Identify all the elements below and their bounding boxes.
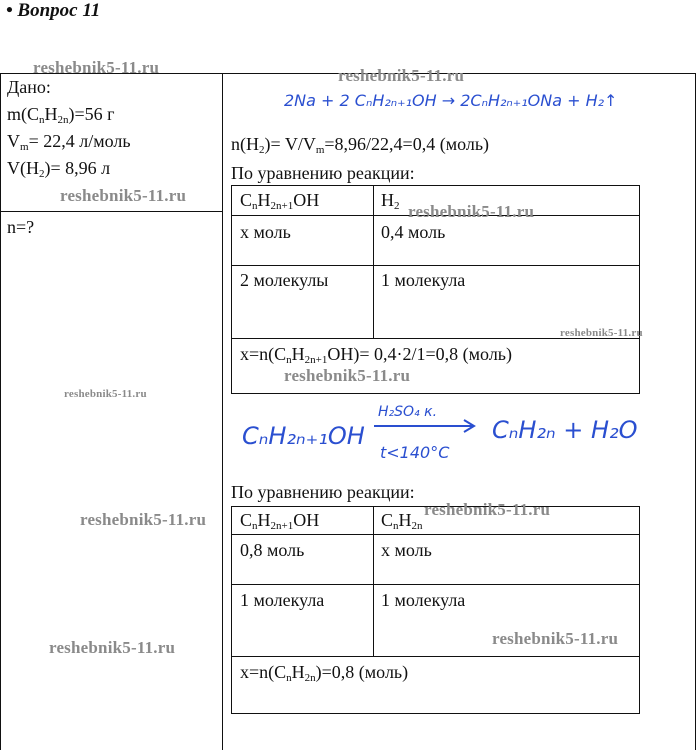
table2-border: [231, 713, 640, 714]
given-molar-volume: $V_m= 22,4$ л/моль: [7, 131, 131, 153]
table1-cell: 0,4 моль: [381, 222, 446, 242]
watermark: reshebnik5-11.ru: [80, 510, 207, 529]
table1-border: [231, 393, 640, 394]
reaction-arrow-icon: [374, 420, 474, 432]
table1-border: [231, 265, 640, 266]
table1-border: [373, 185, 374, 338]
table2-cell: 1 молекула: [240, 590, 325, 610]
table2-header-alcohol: $C_nH_{2n+1}OH$: [240, 510, 320, 532]
table1-cell: x моль: [240, 222, 291, 242]
table2-cell: 1 молекула: [381, 590, 466, 610]
table1-result: $x=n(C_nH_{2n+1}OH)= 0,4\cdot 2/1=0,8$ (моль): [240, 344, 512, 366]
divider: [0, 73, 1, 750]
watermark: reshebnik5-11.ru: [64, 388, 147, 400]
by-equation-label-1: По уравнению реакции:: [231, 163, 415, 183]
handwritten-equation-2-right: CₙH₂ₙ + H₂O: [492, 416, 638, 444]
divider: [0, 211, 223, 212]
table2-border: [231, 506, 232, 713]
table2-cell: x моль: [381, 540, 432, 560]
by-equation-label-2: По уравнению реакции:: [231, 482, 415, 502]
table2-border: [373, 506, 374, 656]
watermark: reshebnik5-11.ru: [408, 202, 535, 221]
table2-header-alkene: $C_nH_{2n}$: [381, 510, 423, 532]
watermark: reshebnik5-11.ru: [338, 66, 465, 85]
table1-border: [231, 185, 640, 186]
table2-border: [231, 584, 640, 585]
divider: [222, 73, 223, 750]
table1-header-alcohol: $C_nH_{2n+1}OH$: [240, 190, 320, 212]
n-h2-calculation: $n(H_2)= V/V_m=8,96/22,4=0,4$ (моль): [231, 134, 490, 156]
watermark: reshebnik5-11.ru: [33, 58, 160, 77]
question-title: • Вопрос 11: [6, 0, 101, 21]
table2-border: [231, 656, 640, 657]
table2-cell: 0,8 моль: [240, 540, 305, 560]
handwritten-equation-2-left: CₙH₂ₙ₊₁OH: [242, 422, 365, 450]
handwritten-equation-1: [280, 82, 660, 118]
handwritten-equation-2-condition-bottom: t<140°C: [380, 443, 450, 462]
table1-border: [639, 185, 640, 393]
handwritten-equation-1-text: 2Na + 2 CₙH₂ₙ₊₁OH → 2CₙH₂ₙ₊₁ONa + H₂↑: [284, 91, 618, 110]
handwritten-equation-2-condition-top: H₂SO₄ к.: [378, 404, 438, 420]
watermark: reshebnik5-11.ru: [492, 629, 619, 648]
handwritten-equation-2: [238, 398, 658, 468]
watermark: reshebnik5-11.ru: [60, 186, 187, 205]
table2-border: [231, 534, 640, 535]
given-volume-h2: $V(H_2)= 8,96$ л: [7, 158, 111, 180]
table1-cell: 1 молекула: [381, 270, 466, 290]
table1-cell: 2 молекулы: [240, 270, 329, 290]
table2-result: $x=n(C_nH_{2n})=0,8$ (моль): [240, 662, 409, 684]
watermark: reshebnik5-11.ru: [284, 366, 411, 385]
table2-border: [639, 506, 640, 713]
given-mass: $m(C_nH_{2n})=56$ г: [7, 104, 115, 126]
watermark: reshebnik5-11.ru: [49, 638, 176, 657]
table1-border: [231, 185, 232, 393]
given-header: Дано:: [7, 77, 51, 97]
table1-header-h2: $H_2$: [381, 190, 400, 212]
watermark: reshebnik5-11.ru: [560, 327, 643, 339]
watermark: reshebnik5-11.ru: [424, 500, 551, 519]
find-label: n=?: [7, 217, 35, 237]
